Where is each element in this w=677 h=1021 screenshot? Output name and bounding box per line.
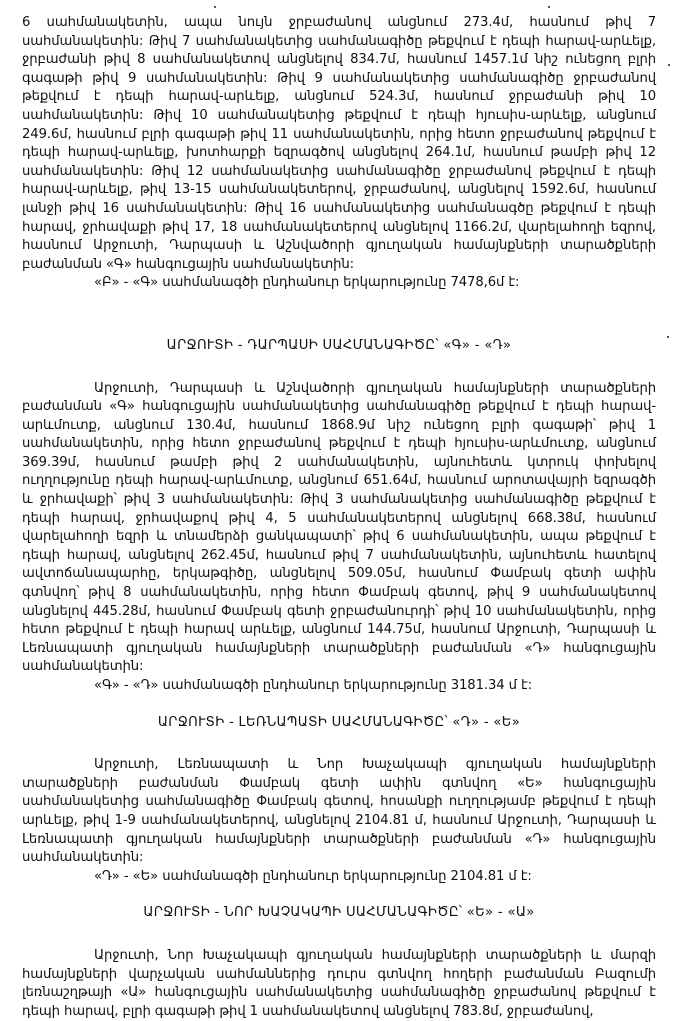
paragraph-b-g-boundary-continued: 6 սահմանակետին, ապա նույն ջրբաժանով անցնում 273.4մ, հասնում թիվ 7 սահմանակետին: Թիվ 7 սահմանակետից սահմանագիծը թեքվում է դեպի հարավ-արևելք, ջրբաժանի թիվ 8 սահմանակետով անցնելով 834.7մ, հասնում 1457.1մ նիշ ունեցող բլրի գագաթի թիվ 9 սահմանակետին: Թիվ 9 սահմանակետից սահմանագիծը ջրբաժանով թեքվում է դեպի հարավ-արևելք, անցնում 524.3մ, հասնում ջրբաժանի թիվ 10 սահմանակետին: Թիվ 10 սահմանակետից թեքվում է դեպի հյուսիս-արևելք, անցնում 249.6մ, հասնում բլրի գագաթի թիվ 11 սահմանակետին, որից հետո ջրբաժանով թեքվում է դեպի հարավ-արևելք, խոտհարքի եզրագծով անցնելով 264.1մ, հասնում թամբի թիվ 12 սահմանակետին: Թիվ 12 սահմանակետից սահմանագիծը ջրբաժանով թեքվում է դեպի հարավ-արևելք, թիվ 13-15 սահմանակետերով, ջրբաժանով, անցնելով 1592.6մ, հասնում լանջի թիվ 16 սահմանակետին: Թիվ 16 սահմանակետից սահմանագծը թեքվում է դեպի հարավ, ջրհավաքի թիվ 17, 18 սահմանակետերով անցնելով 1166.2մ, վարելահողի եզրով, հասնում Արջուտի, Դարպասի և Աշնվածորի գյուղական համայնքների տարածքների բաժանման «Գ» հանգուցային սահմանակետին: [22, 15, 656, 272]
spacer [22, 923, 656, 947]
paragraph-d-e-boundary: Արջուտի, Լեռնապատի և Նոր Խաչակապի գյուղական համայնքների տարածքների բաժանման Փամբակ գետի ափին գտնվող «Ե» հանգուցային սահմանակետից սահմանագիծը Փամբակ գետով, հոսանքի ուղղությամբ թեքվում է դեպի արևելք, թիվ 1-9 սահմանակետերով, անցնելով 2104.81 մ, հասնում Արջուտի, Դարպասի և Լեռնապատի գյուղական համայնքների տարածքների բաժանման «Դ» հանգուցային սահմանակետին: [22, 757, 656, 866]
spacer [22, 732, 656, 756]
total-length-g-d: «Գ» - «Դ» սահմանագծի ընդհանուր երկարությունը 3181.34 մ է: [94, 678, 533, 693]
spacer [22, 886, 656, 904]
heading-arjut-nor-khachakap: ԱՐՋՈՒՏԻ - ՆՈՐ ԽԱՉԱԿԱՊԻ ՍԱՀՄԱՆԱԳԻԾԸ՝ «Ե» - «Ա» [143, 905, 535, 921]
total-length-b-g: «Բ» - «Գ» սահմանագծի ընդհանուր երկարությունը 7478,6մ է: [94, 275, 520, 291]
spacer [22, 696, 656, 714]
scan-speck [548, 6, 550, 8]
scan-speck [667, 336, 669, 338]
document-page [22, 14, 656, 1021]
scan-speck [214, 6, 216, 8]
paragraph-g-d-boundary: Արջուտի, Դարպասի և Աշնվածորի գյուղական համայնքների տարածքների բաժանման «Գ» հանգուցային սահմանակետից սահմանագիծը թեքվում է դեպի հարավ-արևմուտք, անցնում 130.4մ, հասնում 1868.9մ նիշ ունեցող բլրի գագաթի՝ թիվ 1 սահմանակետին, որից հետո ջրբաժանով թեքվում է դեպի հյուսիս-արևմուտք, անցնում 369.39մ, հասնում թամբի թիվ 2 սահմանակետին, այնուհետև կտրուկ փոխելով ուղղությունը դեպի հարավ-արևմուտք, անցնում 651.64մ, հասնում արոտավայրի եզրագծի և ջրհավաքի՝ թիվ 3 սահմանակետին: Թիվ 3 սահմանակետից սահմանագիծը թեքվում է դեպի հարավ, ջրհավաքով թիվ 4, 5 սահմանակետերով անցնելով 668.38մ, հասնում վարելահողի եզրի և տնամերձի ցանկապատի՝ թիվ 6 սահմանակետին, ապա թեքվում է դեպի հարավ, անցնելով 262.45մ, հասնում թիվ 7 սահմանակետին, այնուհետև հատելով ավտոճանապարհը, երկաթգիծը, անցնելով 509.05մ, հասնում Փամբակ գետի ափին գտնվող՝ թիվ 8 սահմանակետին, որից հետո Փամբակ գետով, թիվ 9 սահմանակետով անցնելով 445.28մ, հասնում Փամբակ գետի ջրբաժանուրդի՝ թիվ 10 սահմանակետին, որից հետո թեքվում է դեպի հարավ արևելք, անցնում 144.75մ, հասնում Արջուտի, Դարպասի և Լեռնապատի գյուղական համայնքների տարածքների բաժանման «Դ» հանգուցային սահմանակետին: [22, 380, 656, 675]
paragraph-e-a-boundary: Արջուտի, Նոր Խաչակապի գյուղական համայնքների տարածքների և մարզի համայնքների վարչական սահմաններից դուրս գտնվող հողերի բաժանման Բազումի լեռնաշղթայի «Ա» հանգուցային սահմանակետից սահմանագիծը ջրբաժանով թեքվում է դեպի հարավ, բլրի գագաթի թիվ 1 սահմանակետով անցնելով 783.8մ, ջրբաժանով, [22, 947, 656, 1019]
total-length-d-e: «Դ» - «Ե» սահմանագծի ընդհանուր երկարությունը 2104.81 մ է: [94, 868, 532, 884]
scan-speck [668, 64, 670, 66]
spacer [22, 293, 656, 337]
heading-arjut-darpas: ԱՐՋՈՒՏԻ - ԴԱՐՊԱՍԻ ՍԱՀՄԱՆԱԳԻԾԸ՝ «Գ» - «Դ» [166, 337, 512, 353]
heading-arjut-lernapat: ԱՐՋՈՒՏԻ - ԼԵՌՆԱՊԱՏԻ ՍԱՀՄԱՆԱԳԻԾԸ՝ «Դ» - «Ե» [157, 714, 521, 730]
spacer [22, 356, 656, 380]
